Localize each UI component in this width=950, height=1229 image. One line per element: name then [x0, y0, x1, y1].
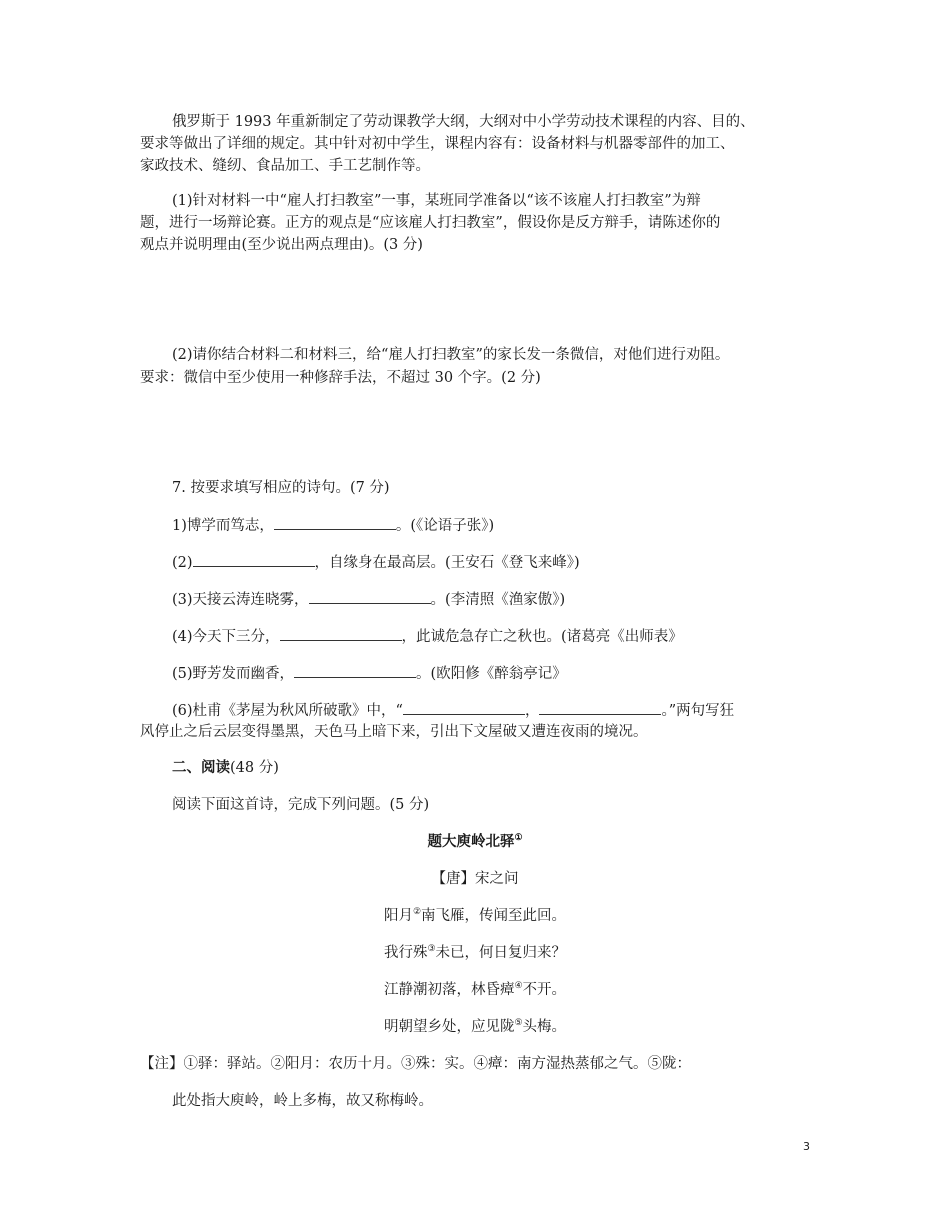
poem-text: 南飞雁，传闻至此回。 [421, 908, 567, 924]
poem-author: 【唐】宋之问 [431, 871, 519, 887]
q7-item-4-pre: (4)今天下三分， [172, 629, 280, 645]
q7-item-6-mid: ， [524, 703, 540, 719]
q6-2-line1: (2)请你结合材料二和材料三，给“雇人打扫教室”的家长发一条微信，对他们进行劝阻。 [172, 347, 730, 363]
para-russia-line3: 家政技术、缝纫、食品加工、手工艺制作等。 [140, 158, 430, 174]
poem-text: 明朝望乡处，应见陇 [383, 1019, 515, 1035]
q7-item-3-pre: (3)天接云涛连晓雾， [172, 592, 309, 608]
q7-item-3 [172, 589, 565, 610]
para-russia-line1: 俄罗斯于 1993 年重新制定了劳动课教学大纲，大纲对中小学劳动技术课程的内容、目的、 [172, 114, 755, 130]
footnote-marker: ③ [427, 944, 436, 955]
q6-1-line3: 观点并说明理由(至少说出两点理由)。(3 分) [140, 237, 423, 253]
answer-blank[interactable] [539, 700, 661, 715]
section2-title: 二、阅读 [172, 759, 230, 776]
poem-text: 江静潮初落，林昏瘴 [383, 982, 515, 998]
section2-heading [172, 758, 279, 778]
poem-line-4 [0, 1017, 950, 1037]
q7-item-3-post: 。(李清照《渔家傲》) [430, 592, 566, 608]
q7-item-6-post: 。”两句写狂 [661, 703, 735, 719]
q7-item-6-line2: 风停止之后云层变得墨黑，天色马上暗下来，引出下文屋破又遭连夜雨的境况。 [140, 724, 648, 740]
q7-item-2 [172, 552, 580, 573]
q7-item-1-pre: 1)博学而笃志， [172, 518, 274, 534]
q7-item-5-pre: (5)野芳发而幽香， [172, 666, 295, 682]
poem-line-3 [0, 980, 950, 1000]
q7-item-2-pre: (2) [172, 555, 193, 571]
q6-2-line2: 要求：微信中至少使用一种修辞手法，不超过 30 个字。(2 分) [140, 370, 541, 386]
para-russia-line2: 要求等做出了详细的规定。其中针对初中学生，课程内容有：设备材料与机器零部件的加工、 [140, 136, 735, 152]
poem-text: 不开。 [522, 982, 567, 998]
footnote-marker: ⑤ [514, 1018, 523, 1029]
q7-item-2-post: ，自缘身在最高层。(王安石《登飞来峰》) [314, 555, 580, 571]
section2-intro: 阅读下面这首诗，完成下列问题。(5 分) [172, 797, 430, 813]
q7-item-5 [172, 663, 567, 684]
poem-text: 阳月 [383, 908, 413, 924]
section2-score: (48 分) [230, 760, 279, 776]
q7-item-4-post: ，此诚危急存亡之秋也。(诸葛亮《出师表》 [401, 629, 683, 645]
poem-line-2 [0, 943, 950, 963]
poem-text: 头梅。 [522, 1019, 567, 1035]
q7-item-1 [172, 515, 494, 536]
q6-1-line2: 题，进行一场辩论赛。正方的观点是“应该雇人打扫教室”，假设你是反方辩手，请陈述你的 [140, 215, 721, 231]
answer-blank[interactable] [280, 626, 402, 641]
notes-line2: 此处指大庾岭，岭上多梅，故又称梅岭。 [172, 1093, 433, 1109]
q7-item-6 [172, 700, 734, 721]
q7-title: 7. 按要求填写相应的诗句。(7 分) [172, 480, 390, 496]
q7-item-5-post: 。(欧阳修《醉翁亭记》 [416, 666, 567, 682]
answer-blank[interactable] [309, 589, 431, 604]
poem-text: 未已，何日复归来？ [435, 945, 567, 961]
answer-blank[interactable] [403, 700, 525, 715]
footnote-marker: ② [412, 907, 422, 918]
q6-1-line1: (1)针对材料一中“雇人打扫教室”一事，某班同学准备以“该不该雇人打扫教室”为辩 [172, 193, 701, 209]
page-number: 3 [803, 1140, 810, 1153]
answer-blank[interactable] [193, 552, 315, 567]
footnote-marker: ④ [514, 981, 523, 992]
footnote-marker: ① [514, 833, 523, 844]
poem-line-1 [0, 906, 950, 926]
notes-line1: 【注】①驿：驿站。②阳月：农历十月。③殊：实。④瘴：南方湿热蒸郁之气。⑤陇： [140, 1056, 691, 1072]
q7-item-1-post: 。(《论语子张》) [395, 518, 495, 534]
poem-text: 我行殊 [383, 945, 428, 961]
poem-title [0, 832, 950, 852]
answer-blank[interactable] [274, 515, 396, 530]
q7-item-6-pre: (6)杜甫《茅屋为秋风所破歌》中，“ [172, 703, 403, 719]
answer-blank[interactable] [294, 663, 416, 678]
q7-item-4 [172, 626, 683, 647]
poem-title-text: 题大庾岭北驿 [427, 833, 515, 850]
